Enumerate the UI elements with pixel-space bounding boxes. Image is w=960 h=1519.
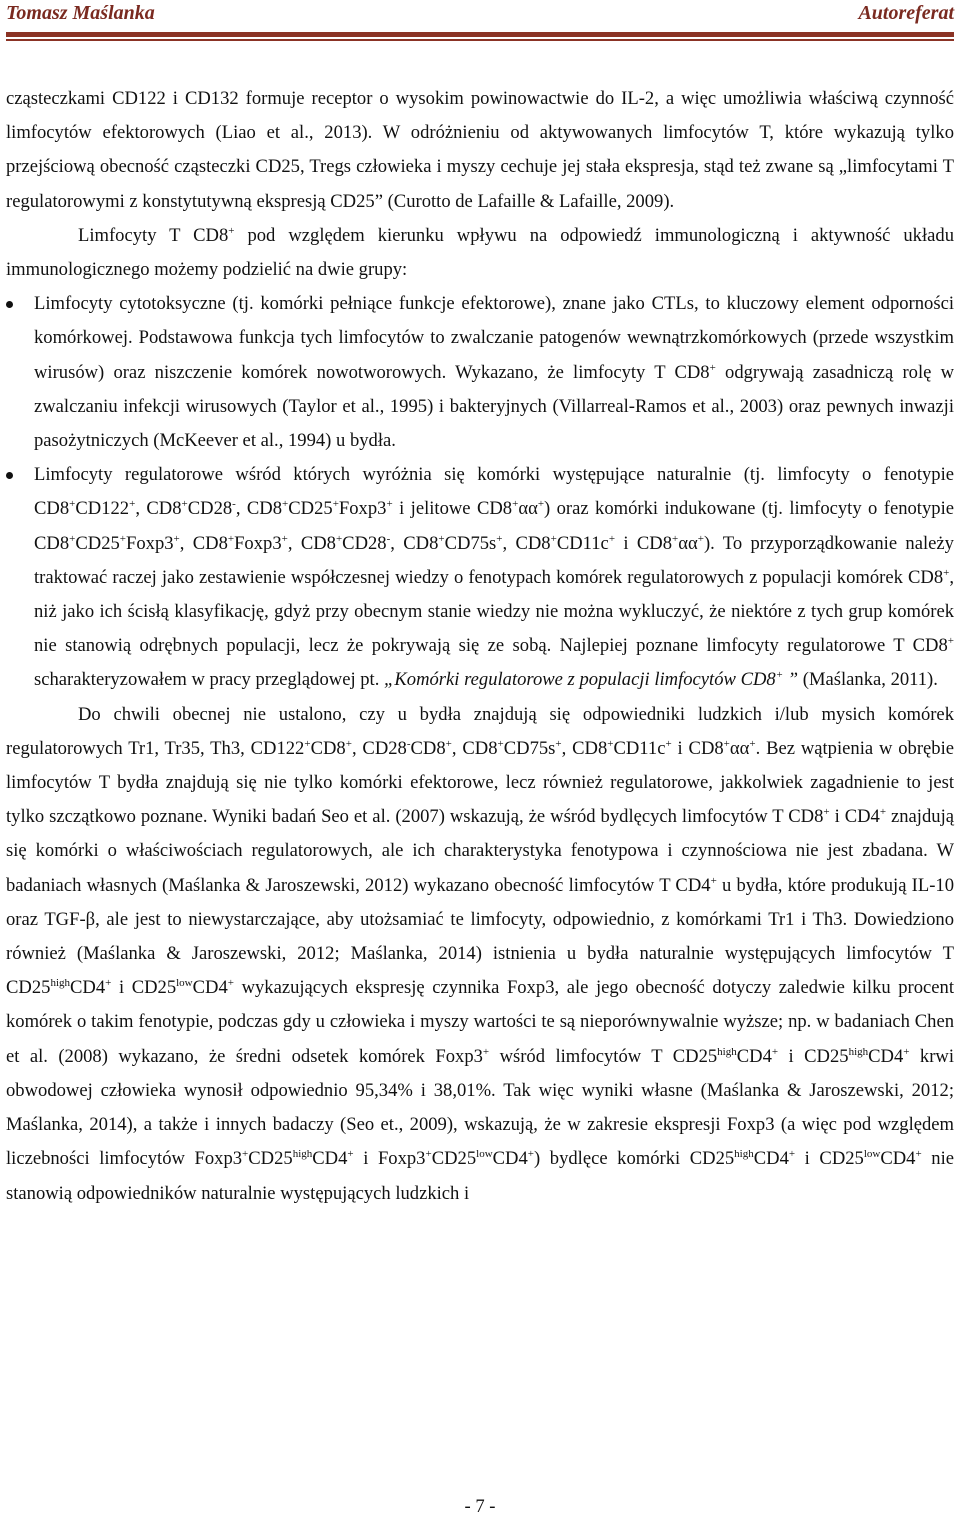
text-run: CD8: [310, 737, 346, 759]
text-run: Foxp3: [126, 532, 174, 554]
body-text: [6, 82, 954, 1211]
superscript: -: [386, 532, 391, 545]
cited-title: [384, 669, 798, 690]
header-rule: [6, 32, 954, 37]
superscript: +: [227, 977, 234, 990]
text-run: Limfocyty T CD8: [78, 224, 229, 246]
text-run: Foxp3: [234, 532, 282, 554]
superscript: +: [105, 977, 112, 990]
superscript: +: [69, 498, 76, 511]
text-run: CD11c: [556, 532, 609, 554]
text-run: znajdują się komórki o właściwościach regulatorowych, ale ich charakterystyka fenotypowa i czynnościowa nie jest zbadana. W badaniach własnych (Maślanka & Jaroszewski, 2012) wykazano obecność limfocytów T CD4: [6, 806, 954, 896]
text-run: , CD8: [502, 532, 551, 554]
superscript: high: [717, 1045, 737, 1058]
text-run: wykazujących ekspresję czynnika Foxp3, ale jego obecność dotyczy zaledwie kilku procent komórek o takim fenotypie, podczas gdy u człowieka i myszy wartości te są nieporównywalnie wyższe; np. w badaniach Chen et al. (2008) wykazano, że średni odsetek komórek Foxp3: [6, 977, 954, 1067]
text-run: i CD4: [829, 806, 880, 828]
superscript: +: [497, 737, 504, 750]
superscript: +: [788, 1148, 796, 1161]
superscript: +: [512, 498, 519, 511]
superscript: +: [228, 224, 235, 237]
text-run: , CD8: [287, 532, 336, 554]
superscript: low: [476, 1148, 493, 1161]
superscript: +: [335, 532, 343, 545]
text-run: CD11c: [613, 737, 666, 759]
superscript: high: [50, 977, 70, 990]
text-run: CD4: [70, 977, 106, 999]
superscript: +: [879, 806, 887, 819]
superscript: +: [345, 737, 352, 750]
superscript: +: [242, 1148, 249, 1161]
superscript: +: [672, 532, 679, 545]
text-run: , CD8: [561, 737, 608, 759]
text-run: i CD25: [795, 1148, 864, 1170]
bullet-icon: [6, 472, 13, 479]
superscript: +: [119, 532, 127, 545]
bullet-icon: [6, 301, 13, 308]
text-run: CD75s: [503, 737, 556, 759]
bullet-list: [6, 287, 954, 697]
text-run: CD25: [248, 1148, 293, 1170]
header-rule-thin: [6, 39, 954, 41]
text-run: scharakteryzowałem w pracy przeglądowej pt.: [34, 669, 385, 691]
text-run: i CD25: [111, 977, 177, 999]
text-run: wśród limfocytów T CD25: [489, 1045, 718, 1067]
paragraph: [6, 82, 954, 219]
superscript: low: [863, 1148, 881, 1161]
text-run: Do chwili obecnej nie ustalono, czy u bydła znajdują się odpowiedniki ludzkich i/lub mysich komórek regulatorowych Tr1, Tr35, Th3, CD122: [6, 703, 954, 759]
text-run: CD25: [75, 532, 120, 554]
superscript: +: [709, 361, 716, 374]
text-run: , CD28: [351, 737, 407, 759]
superscript: high: [292, 1148, 313, 1161]
superscript: +: [608, 532, 616, 545]
superscript: -: [232, 498, 236, 511]
text-run: , CD8: [235, 498, 283, 520]
superscript: +: [332, 498, 339, 511]
text-run: i CD8: [615, 532, 673, 554]
text-run: CD4: [868, 1045, 904, 1067]
text-run: , CD8: [135, 498, 182, 520]
superscript: +: [915, 1148, 922, 1161]
superscript: +: [555, 737, 562, 750]
superscript: +: [438, 532, 445, 545]
list-item: [6, 458, 954, 697]
text-run: krwi obwodowej człowieka wynosił odpowiednio 95,34% i 38,01%. Tak więc wyniki własne (Maślanka & Jaroszewski, 2012; Maślanka, 2014), a także i innych badaczy (Seo et., 2009), wskazują, że w zakresie ekspresji Foxp3 (a więc pod względem liczebności limfocytów Foxp3: [6, 1045, 955, 1170]
superscript: +: [496, 532, 503, 545]
text-run: CD25: [288, 498, 333, 520]
paragraph: [6, 219, 954, 287]
text-run: ) bydlęce komórki CD25: [534, 1148, 735, 1170]
text-run: CD4: [880, 1148, 916, 1170]
text-run: CD4: [192, 977, 228, 999]
superscript: +: [173, 532, 180, 545]
text-run: CD28: [342, 532, 387, 554]
text-run: i jelitowe CD8: [392, 498, 513, 520]
superscript: +: [445, 737, 452, 750]
superscript: high: [734, 1148, 754, 1161]
superscript: +: [69, 532, 76, 545]
superscript: +: [710, 874, 717, 887]
superscript: +: [697, 532, 704, 545]
superscript: +: [749, 737, 756, 750]
text-run: , niż jako ich ścisłą klasyfikację, gdyż przy obecnym stanie wiedzy nie można wykluczyć, że niektóre z tych grup komórek nie stanowią odrębnych populacji, lecz że pokrywają się ze sobą. Najlepiej poznane limfocyty regulatorowe T CD8: [34, 566, 954, 657]
superscript: +: [771, 1045, 779, 1058]
superscript: +: [550, 532, 557, 545]
text-run: Foxp3: [338, 498, 387, 520]
superscript: +: [281, 532, 288, 545]
superscript: +: [665, 737, 672, 750]
text-run: αα: [518, 498, 538, 520]
superscript: low: [176, 977, 193, 990]
list-item: [6, 287, 954, 458]
text-run: ”: [783, 669, 799, 691]
text-run: CD4: [492, 1148, 528, 1170]
text-run: , CD8: [451, 737, 498, 759]
page-header: [6, 0, 954, 30]
text-run: , CD8: [390, 532, 439, 554]
text-run: u bydła, które produkują IL-10 oraz TGF-β, ale jest to niewystarczające, aby utożsamiać te limfocyty, odpowiednio, z komórkami Tr1 i Th3. Dowiedziono również (Maślanka & Jaroszewski, 2012; Maślanka, 2014) istnienia u bydła naturalnie występujących limfocytów T CD25: [6, 874, 954, 999]
superscript: high: [848, 1045, 869, 1058]
text-run: αα: [729, 737, 750, 759]
text-run: odgrywają zasadniczą rolę w zwalczaniu infekcji wirusowych (Taylor et al., 1995) i bakteryjnych (Villarreal-Ramos et al., 2003) oraz pewnych inwazji pasożytniczych (McKeever et al., 1994) u bydła.: [34, 361, 955, 452]
superscript: +: [304, 737, 311, 750]
superscript: +: [386, 498, 393, 511]
page-number: - 7 -: [464, 1496, 496, 1517]
superscript: +: [823, 806, 830, 819]
superscript: -: [406, 737, 411, 750]
text-run: , CD8: [179, 532, 228, 554]
paragraph: [6, 698, 954, 1211]
superscript: +: [129, 498, 136, 511]
text-run: CD8: [410, 737, 446, 759]
superscript: +: [425, 1148, 432, 1161]
superscript: +: [282, 498, 289, 511]
text-run: Limfocyty cytotoksyczne (tj. komórki pełniące funkcje efektorowe), znane jako CTLs, to kluczowy element odporności komórkowej. Podstawowa funkcja tych limfocytów to zwalczanie patogenów wewnątrzkomórkowych (przede wszystkim wirusów) oraz niszczenie komórek nowotworowych. Wykazano, że limfocyty T CD8: [34, 293, 954, 383]
text-run: pod względem kierunku wpływu na odpowiedź immunologiczną i aktywność układu immunologicznego możemy podzielić na dwie grupy:: [6, 224, 954, 281]
superscript: +: [482, 1045, 490, 1058]
text-run: i CD25: [778, 1045, 849, 1067]
paragraph-text: cząsteczkami CD122 i CD132 formuje receptor o wysokim powinowactwie do IL-2, a więc umożliwia właściwą czynność limfocytów efektorowych (Liao et al., 2013). W odróżnieniu od aktywowanych limfocytów T, które wykazują tylko przejściową obecność cząsteczki CD25, Tregs człowieka i myszy cechuje jej stała ekspresja, stąd też zwane są „limfocytami T regulatorowymi z konstytutywną ekspresją CD25” (Curotto de Lafaille & Lafaille, 2009).: [6, 88, 954, 212]
superscript: +: [181, 498, 188, 511]
text-run: αα: [678, 532, 698, 554]
text-run: (Maślanka, 2011).: [798, 669, 938, 691]
superscript: +: [903, 1045, 910, 1058]
text-run: nie stanowią odpowiedników naturalnie występujących ludzkich i: [6, 1148, 954, 1204]
text-run: CD4: [753, 1148, 789, 1170]
text-run: ) oraz komórki indukowane (tj. limfocyty o fenotypie CD8: [34, 498, 954, 554]
superscript: +: [723, 737, 730, 750]
superscript: +: [607, 737, 614, 750]
text-run: CD4: [736, 1045, 772, 1067]
text-run: i Foxp3: [353, 1148, 426, 1170]
text-run: CD25: [431, 1148, 477, 1170]
text-run: ). To przyporządkowanie należy traktować raczej jako zestawienie współczesnej wiedzy o fenotypach komórek regulatorowych z populacji komórek CD8: [34, 532, 954, 588]
superscript: +: [537, 498, 545, 511]
text-run: CD122: [75, 498, 130, 520]
text-run: . Bez wątpienia w obrębie limfocytów T bydła znajdują się nie tylko komórki efektorowe, lecz również regulatorowe, jakkolwiek zagadnienie to jest tylko szczątkowo poznane. Wyniki badań Seo et al. (2007) wskazują, że wśród bydlęcych limfocytów T CD8: [6, 737, 954, 828]
text-run: Limfocyty regulatorowe wśród których wyróżnia się komórki występujące naturalnie (tj. limfocyty o fenotypie CD8: [34, 464, 954, 520]
text-run: CD28: [187, 498, 233, 520]
text-run: „Komórki regulatorowe z populacji limfocytów CD8: [384, 669, 776, 691]
text-run: i CD8: [671, 737, 724, 759]
header-author: Tomasz Maślanka: [6, 2, 155, 24]
superscript: +: [943, 566, 950, 579]
superscript: +: [227, 532, 235, 545]
superscript: +: [947, 635, 954, 648]
superscript: +: [775, 669, 784, 682]
text-run: CD4: [312, 1148, 348, 1170]
superscript: +: [527, 1148, 534, 1161]
header-document-type: Autoreferat: [858, 2, 954, 24]
text-run: CD75s: [444, 532, 497, 554]
superscript: +: [347, 1148, 354, 1161]
